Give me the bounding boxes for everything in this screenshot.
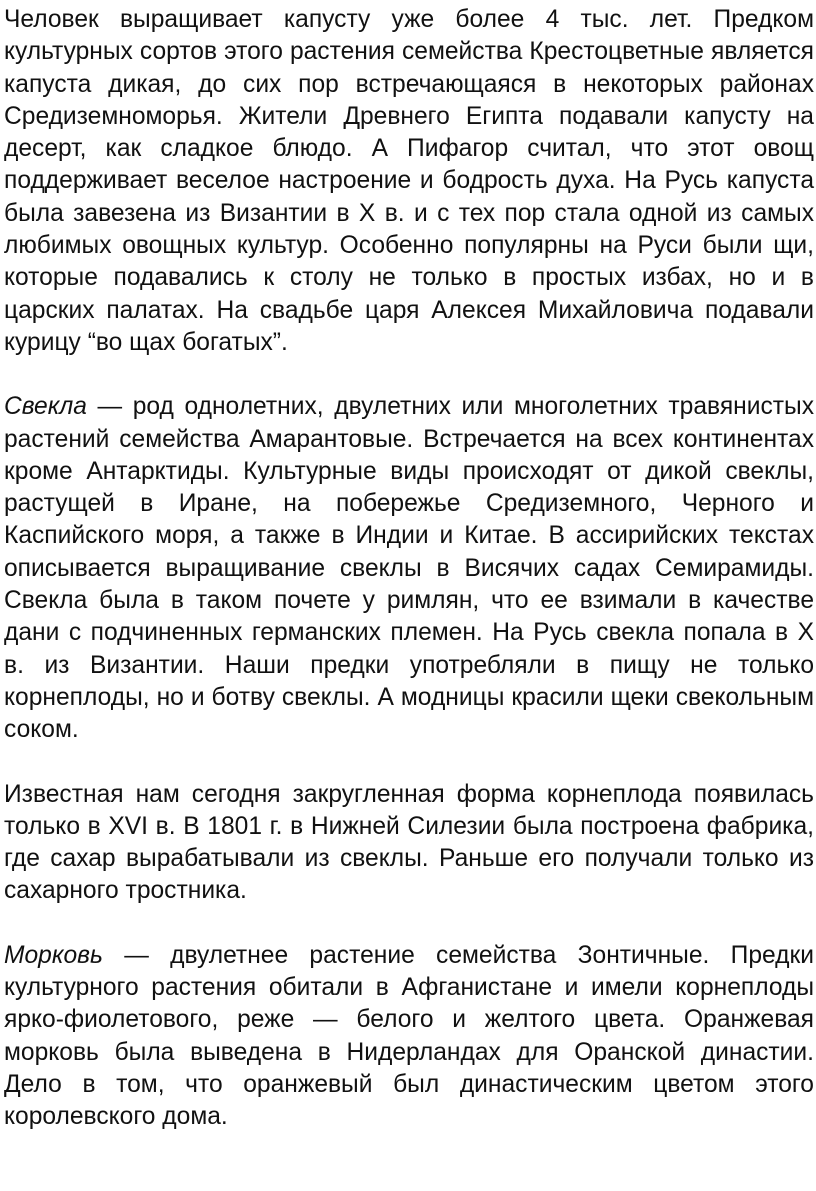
paragraph-carrot bbox=[4, 940, 814, 1134]
term-carrot: Морковь bbox=[4, 941, 103, 969]
term-beet: Свекла bbox=[4, 393, 87, 421]
paragraph-beet-history bbox=[4, 779, 814, 908]
paragraph-spacer bbox=[4, 747, 814, 779]
paragraph-carrot-text: — двулетнее растение семейства Зонтичные. Предки культурного растения обитали в Афганистане и имели корнеплоды ярко-фиолетового, реже — белого и желтого цвета. Оранжевая морковь была выведена в Нидерландах для Оранской династии. Дело в том, что оранжевый был династическим цветом этого королевского дома. bbox=[4, 941, 814, 1131]
paragraph-beet-history-text: Известная нам сегодня закругленная форма корнеплода появилась только в XVI в. В 1801 г. в Нижней Силезии была построена фабрика, где сахар вырабатывали из свеклы. Раньше его получали только из сахарного тростника. bbox=[4, 780, 814, 905]
paragraph-beet bbox=[4, 391, 814, 746]
paragraph-beet-text: — род однолетних, двулетних или многолетних травянистых растений семейства Амарантовые. Встречается на всех континентах кроме Антарктиды. Культурные виды происходят от дикой свеклы, растущей в Иране, на побережье Средиземного, Черного и Каспийского моря, а также в Индии и Китае. В ассирийских текстах описывается выращивание свеклы в Висячих садах Семирамиды. Свекла была в таком почете у римлян, что ее взимали в качестве дани с подчиненных германских племен. На Русь свекла попала в X в. из Византии. Наши предки употребляли в пищу не только корнеплоды, но и ботву свеклы. А модницы красили щеки свекольным соком. bbox=[4, 393, 814, 744]
paragraph-spacer bbox=[4, 359, 814, 391]
paragraph-spacer bbox=[4, 908, 814, 940]
paragraph-cabbage bbox=[4, 4, 814, 359]
paragraph-cabbage-text: Человек выращивает капусту уже более 4 тыс. лет. Предком культурных сортов этого растения семейства Крестоцветные является капуста дикая, до сих пор встречающаяся в некоторых районах Средиземноморья. Жители Древнего Египта подавали капусту на десерт, как сладкое блюдо. А Пифагор считал, что этот овощ поддерживает веселое настроение и бодрость духа. На Русь капуста была завезена из Византии в X в. и с тех пор стала одной из самых любимых овощных культур. Особенно популярны на Руси были щи, которые подавались к столу не только в простых избах, но и в царских палатах. На свадьбе царя Алексея Михайловича подавали курицу “во щах богатых”. bbox=[4, 6, 814, 356]
